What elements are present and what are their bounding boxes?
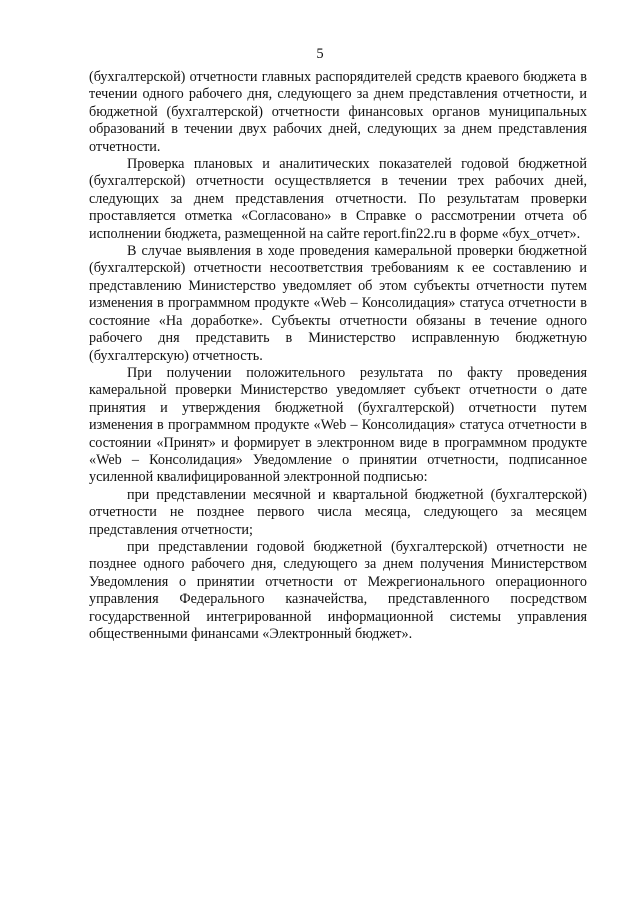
paragraph-verification: Проверка плановых и аналитических показателей годовой бюджетной (бухгалтерской) отчетности осуществляется в течении трех рабочих дней, следующих за днем представления отчетности. По результатам проверки проставляется отметка «Согласовано» в Справке о рассмотрении отчета об исполнении бюджета, размещенной на сайте report.fin22.ru в форме «бух_отчет». [89,156,587,242]
page-number: 5 [316,46,324,62]
paragraph-continuation: (бухгалтерской) отчетности главных распорядителей средств краевого бюджета в течении одного рабочего дня, следующего за днем представления отчетности, и бюджетной (бухгалтерской) отчетности финансовых органов муниципальных образований в течении двух рабочих дней, следующих за днем представления отчетности. [89,69,587,155]
paragraph-positive-result: При получении положительного результата по факту проведения камеральной проверки Министерство уведомляет субъект отчетности о дате принятия и утверждения бюджетной (бухгалтерской) отчетности путем изменения в программном продукте «Web – Консолидация» статуса отчетности в состоянии «Принят» и формирует в электронном виде в программном продукте «Web – Консолидация» Уведомление о принятии отчетности, подписанное усиленной квалифицированной электронной подписью: [89,364,587,486]
paragraph-nonconformity: В случае выявления в ходе проведения камеральной проверки бюджетной (бухгалтерской) отчетности несоответствия требованиям к ее составлению и представлению Министерство уведомляет об этом субъекты отчетности путем изменения в программном продукте «Web – Консолидация» статуса отчетности в состояние «На доработке». Субъекты отчетности обязаны в течение одного рабочего дня представить в Министерство исправленную бюджетную (бухгалтерскую) отчетность. [89,243,587,364]
paragraph-monthly-quarterly: при представлении месячной и квартальной бюджетной (бухгалтерской) отчетности не позднее первого числа месяца, следующего за месяцем представления отчетности; [89,486,587,538]
document-body [89,69,587,643]
paragraph-annual: при представлении годовой бюджетной (бухгалтерской) отчетности не позднее одного рабочего дня, следующего за днем получения Министерством Уведомления о принятии отчетности от Межрегионального операционного управления Федерального казначейства, представленного посредством государственной интегрированной информационной системы управления общественными финансами «Электронный бюджет». [89,538,587,642]
